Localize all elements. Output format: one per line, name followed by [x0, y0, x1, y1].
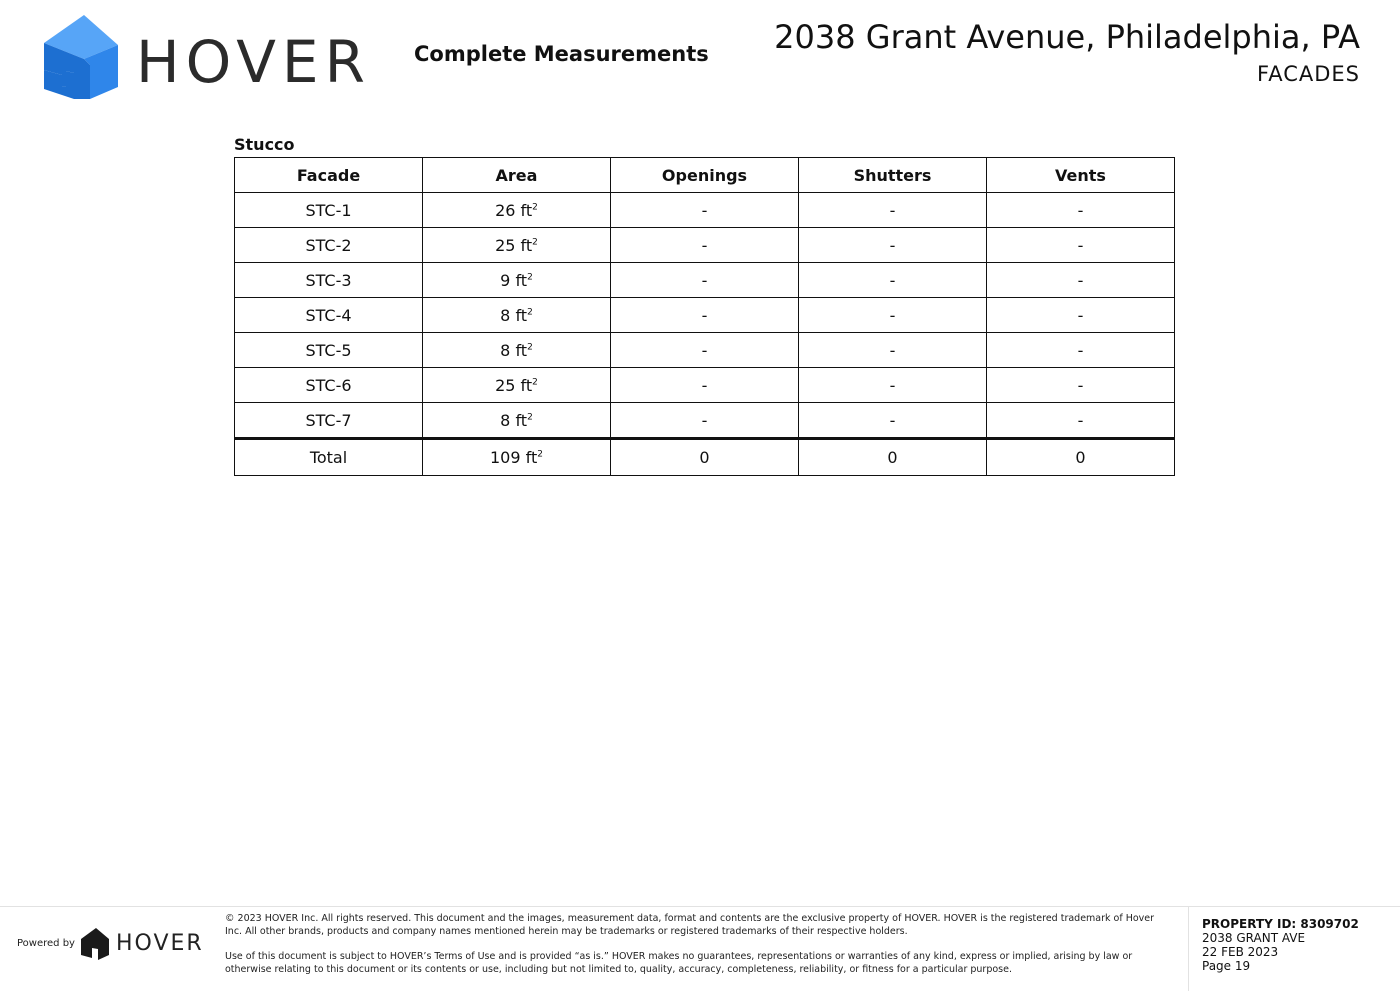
- powered-by-label: Powered by: [17, 938, 75, 949]
- cell-vents: -: [987, 263, 1175, 298]
- area-unit-exponent: 2: [532, 237, 538, 248]
- area-unit: ft: [525, 448, 538, 467]
- footer-brand-wordmark: HOVER: [116, 931, 204, 956]
- table-caption: Stucco: [234, 135, 295, 154]
- report-date: 22 FEB 2023: [1202, 945, 1279, 959]
- cell-area: [423, 263, 611, 298]
- area-unit: ft: [515, 305, 528, 325]
- table-row: [235, 228, 1175, 263]
- cell-openings: 0: [611, 439, 799, 476]
- cell-facade: STC-3: [235, 263, 423, 298]
- area-value: 109: [490, 448, 521, 467]
- cell-openings: -: [611, 228, 799, 263]
- area-unit: ft: [520, 375, 533, 395]
- brand-wordmark: HOVER: [136, 28, 371, 96]
- area-value: 8: [500, 410, 511, 430]
- cell-area: [423, 228, 611, 263]
- footer-divider: [1188, 907, 1189, 991]
- area-unit-exponent: 2: [527, 412, 533, 423]
- section-label: FACADES: [1257, 62, 1360, 86]
- cell-openings: -: [611, 263, 799, 298]
- area-value: 26: [495, 200, 516, 220]
- report-title: Complete Measurements: [414, 42, 709, 66]
- cell-vents: -: [987, 368, 1175, 403]
- area-unit-exponent: 2: [532, 202, 538, 213]
- area-unit: ft: [520, 235, 533, 255]
- hover-footer-logo-icon: [81, 928, 109, 960]
- cell-shutters: -: [799, 263, 987, 298]
- cell-facade: STC-1: [235, 193, 423, 228]
- area-unit: ft: [515, 410, 528, 430]
- area-unit-exponent: 2: [527, 307, 533, 318]
- cell-openings: -: [611, 193, 799, 228]
- cell-vents: -: [987, 403, 1175, 439]
- cell-openings: -: [611, 368, 799, 403]
- cell-area: [423, 368, 611, 403]
- area-value: 8: [500, 340, 511, 360]
- cell-facade: Total: [235, 439, 423, 476]
- area-value: 8: [500, 305, 511, 325]
- cell-shutters: -: [799, 298, 987, 333]
- cell-area: [423, 403, 611, 439]
- area-unit-exponent: 2: [537, 449, 543, 460]
- header-facade: Facade: [235, 158, 423, 193]
- header-shutters: Shutters: [799, 158, 987, 193]
- property-short-address: 2038 GRANT AVE: [1202, 931, 1306, 945]
- property-address-title: 2038 Grant Avenue, Philadelphia, PA: [774, 18, 1360, 56]
- cell-facade: STC-4: [235, 298, 423, 333]
- property-id: PROPERTY ID: 8309702: [1202, 917, 1359, 931]
- cell-shutters: 0: [799, 439, 987, 476]
- area-value: 25: [495, 235, 516, 255]
- cell-openings: -: [611, 403, 799, 439]
- table-total-row: [235, 439, 1175, 476]
- hover-logo-icon: [44, 15, 118, 99]
- table-row: [235, 403, 1175, 439]
- area-unit: ft: [515, 270, 528, 290]
- area-unit-exponent: 2: [527, 272, 533, 283]
- cell-area: [423, 193, 611, 228]
- header-openings: Openings: [611, 158, 799, 193]
- cell-area: [423, 439, 611, 476]
- area-unit-exponent: 2: [532, 377, 538, 388]
- cell-vents: -: [987, 333, 1175, 368]
- table-row: [235, 298, 1175, 333]
- area-unit: ft: [520, 200, 533, 220]
- page-footer: [0, 906, 1400, 991]
- header-vents: Vents: [987, 158, 1175, 193]
- page-number: Page 19: [1202, 959, 1251, 973]
- cell-shutters: -: [799, 193, 987, 228]
- area-unit-exponent: 2: [527, 342, 533, 353]
- cell-facade: STC-6: [235, 368, 423, 403]
- cell-shutters: -: [799, 368, 987, 403]
- cell-vents: 0: [987, 439, 1175, 476]
- header-area: Area: [423, 158, 611, 193]
- cell-vents: -: [987, 228, 1175, 263]
- property-info: [1202, 917, 1359, 973]
- table-row: [235, 333, 1175, 368]
- area-value: 9: [500, 270, 511, 290]
- cell-vents: -: [987, 193, 1175, 228]
- cell-shutters: -: [799, 403, 987, 439]
- cell-shutters: -: [799, 228, 987, 263]
- terms-notice: Use of this document is subject to HOVER’s Terms of Use and is provided “as is.” HOVER makes no guarantees, representations or warranties of any kind, express or implied, arising by law or otherwise relating to this document or its contents or use, including but not limited to, quality, accuracy, completeness, reliability, or fitness for a particular purpose.: [225, 951, 1133, 975]
- cell-vents: -: [987, 298, 1175, 333]
- cell-area: [423, 333, 611, 368]
- area-unit: ft: [515, 340, 528, 360]
- cell-openings: -: [611, 333, 799, 368]
- table-header-row: [235, 158, 1175, 193]
- cell-facade: STC-5: [235, 333, 423, 368]
- stucco-measurements-table: [234, 157, 1175, 476]
- table-row: [235, 193, 1175, 228]
- cell-openings: -: [611, 298, 799, 333]
- table-row: [235, 263, 1175, 298]
- cell-shutters: -: [799, 333, 987, 368]
- cell-facade: STC-2: [235, 228, 423, 263]
- area-value: 25: [495, 375, 516, 395]
- cell-facade: STC-7: [235, 403, 423, 439]
- table-row: [235, 368, 1175, 403]
- cell-area: [423, 298, 611, 333]
- copyright-notice: © 2023 HOVER Inc. All rights reserved. This document and the images, measurement data, format and contents are the exclusive property of HOVER. HOVER is the registered trademark of Hover Inc. All other brands, products and company names mentioned herein may be trademarks or registered trademarks of their respective holders.: [225, 913, 1155, 937]
